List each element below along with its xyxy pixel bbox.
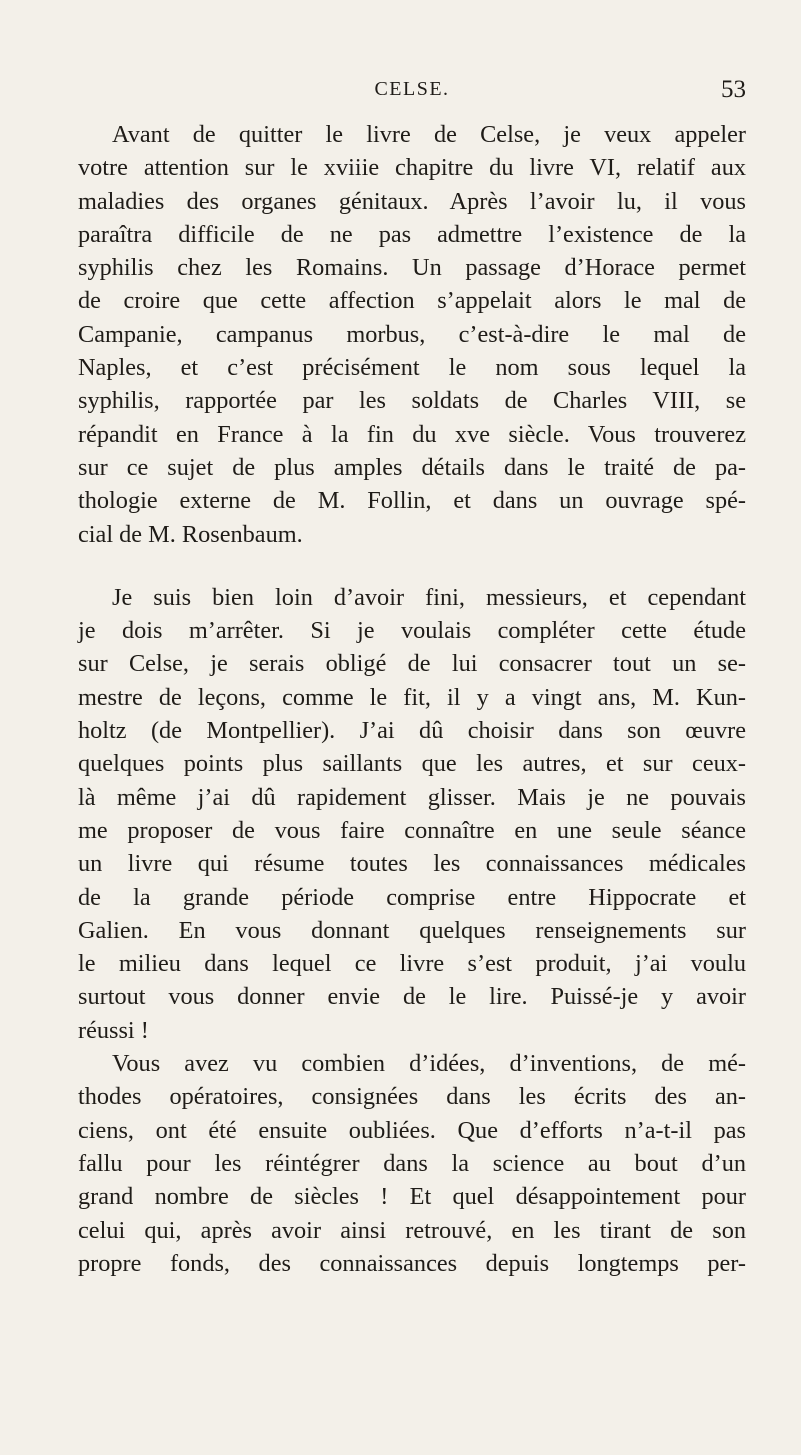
text-line: Avant de quitter le livre de Celse, je veux appeler xyxy=(112,121,746,148)
text-line: holtz (de Montpellier). J’ai dû choisir dans son œuvre xyxy=(78,717,746,745)
text-line: mestre de leçons, comme le fit, il y a vingt ans, M. Kun- xyxy=(78,683,746,711)
paragraph-3 xyxy=(78,1047,746,1280)
text-line: votre attention sur le xviiie chapitre du livre VI, relatif aux xyxy=(78,154,746,182)
text-line: répandit en France à la fin du xve siècle. Vous trouverez xyxy=(78,420,746,448)
text-line: paraîtra difficile de ne pas admettre l’existence de la xyxy=(78,220,746,248)
text-line: syphilis, rapportée par les soldats de Charles VIII, se xyxy=(78,387,746,415)
page-number: 53 xyxy=(721,76,746,103)
text-line: sur ce sujet de plus amples détails dans le traité de pa- xyxy=(78,453,746,481)
text-line: surtout vous donner envie de le lire. Puissé-je y avoir xyxy=(78,983,746,1011)
text-line: Naples, et c’est précisément le nom sous lequel la xyxy=(78,354,746,382)
text-line: fallu pour les réintégrer dans la science au bout d’un xyxy=(78,1149,746,1177)
text-line: cial de M. Rosenbaum. xyxy=(78,520,303,548)
text-line: thologie externe de M. Follin, et dans un ouvrage spé- xyxy=(78,487,746,515)
paragraph-2 xyxy=(78,581,746,1047)
text-line: Campanie, campanus morbus, c’est-à-dire le mal de xyxy=(78,320,746,348)
text-line: Vous avez vu combien d’idées, d’inventions, de mé- xyxy=(112,1050,746,1078)
paragraph-gap xyxy=(78,551,746,581)
text-line: un livre qui résume toutes les connaissances médicales xyxy=(78,850,746,878)
paragraph-1 xyxy=(78,118,746,551)
text-line: réussi ! xyxy=(78,1016,149,1044)
text-line: quelques points plus saillants que les autres, et sur ceux- xyxy=(78,750,746,778)
text-line: sur Celse, je serais obligé de lui consacrer tout un se- xyxy=(78,650,746,678)
text-line: grand nombre de siècles ! Et quel désappointement pour xyxy=(78,1183,746,1211)
text-line: là même j’ai dû rapidement glisser. Mais je ne pouvais xyxy=(78,783,746,811)
text-line: je dois m’arrêter. Si je voulais compléter cette étude xyxy=(78,617,746,645)
text-line: de la grande période comprise entre Hippocrate et xyxy=(78,883,746,911)
text-line: de croire que cette affection s’appelait alors le mal de xyxy=(78,287,746,315)
text-line: maladies des organes génitaux. Après l’avoir lu, il vous xyxy=(78,187,746,215)
text-line: celui qui, après avoir ainsi retrouvé, en les tirant de son xyxy=(78,1216,746,1244)
body-text xyxy=(78,118,746,1280)
running-title: CELSE. xyxy=(374,78,450,100)
text-line: syphilis chez les Romains. Un passage d’Horace permet xyxy=(78,254,746,282)
running-head xyxy=(78,78,746,108)
text-line: me proposer de vous faire connaître en une seule séance xyxy=(78,816,746,844)
text-line: ciens, ont été ensuite oubliées. Que d’efforts n’a-t-il pas xyxy=(78,1116,746,1144)
text-line: Je suis bien loin d’avoir fini, messieurs, et cependant xyxy=(112,583,746,611)
text-line: Galien. En vous donnant quelques renseignements sur xyxy=(78,916,746,944)
text-line: le milieu dans lequel ce livre s’est produit, j’ai voulu xyxy=(78,950,746,978)
text-line: propre fonds, des connaissances depuis longtemps per- xyxy=(78,1249,746,1277)
text-line: thodes opératoires, consignées dans les écrits des an- xyxy=(78,1083,746,1111)
